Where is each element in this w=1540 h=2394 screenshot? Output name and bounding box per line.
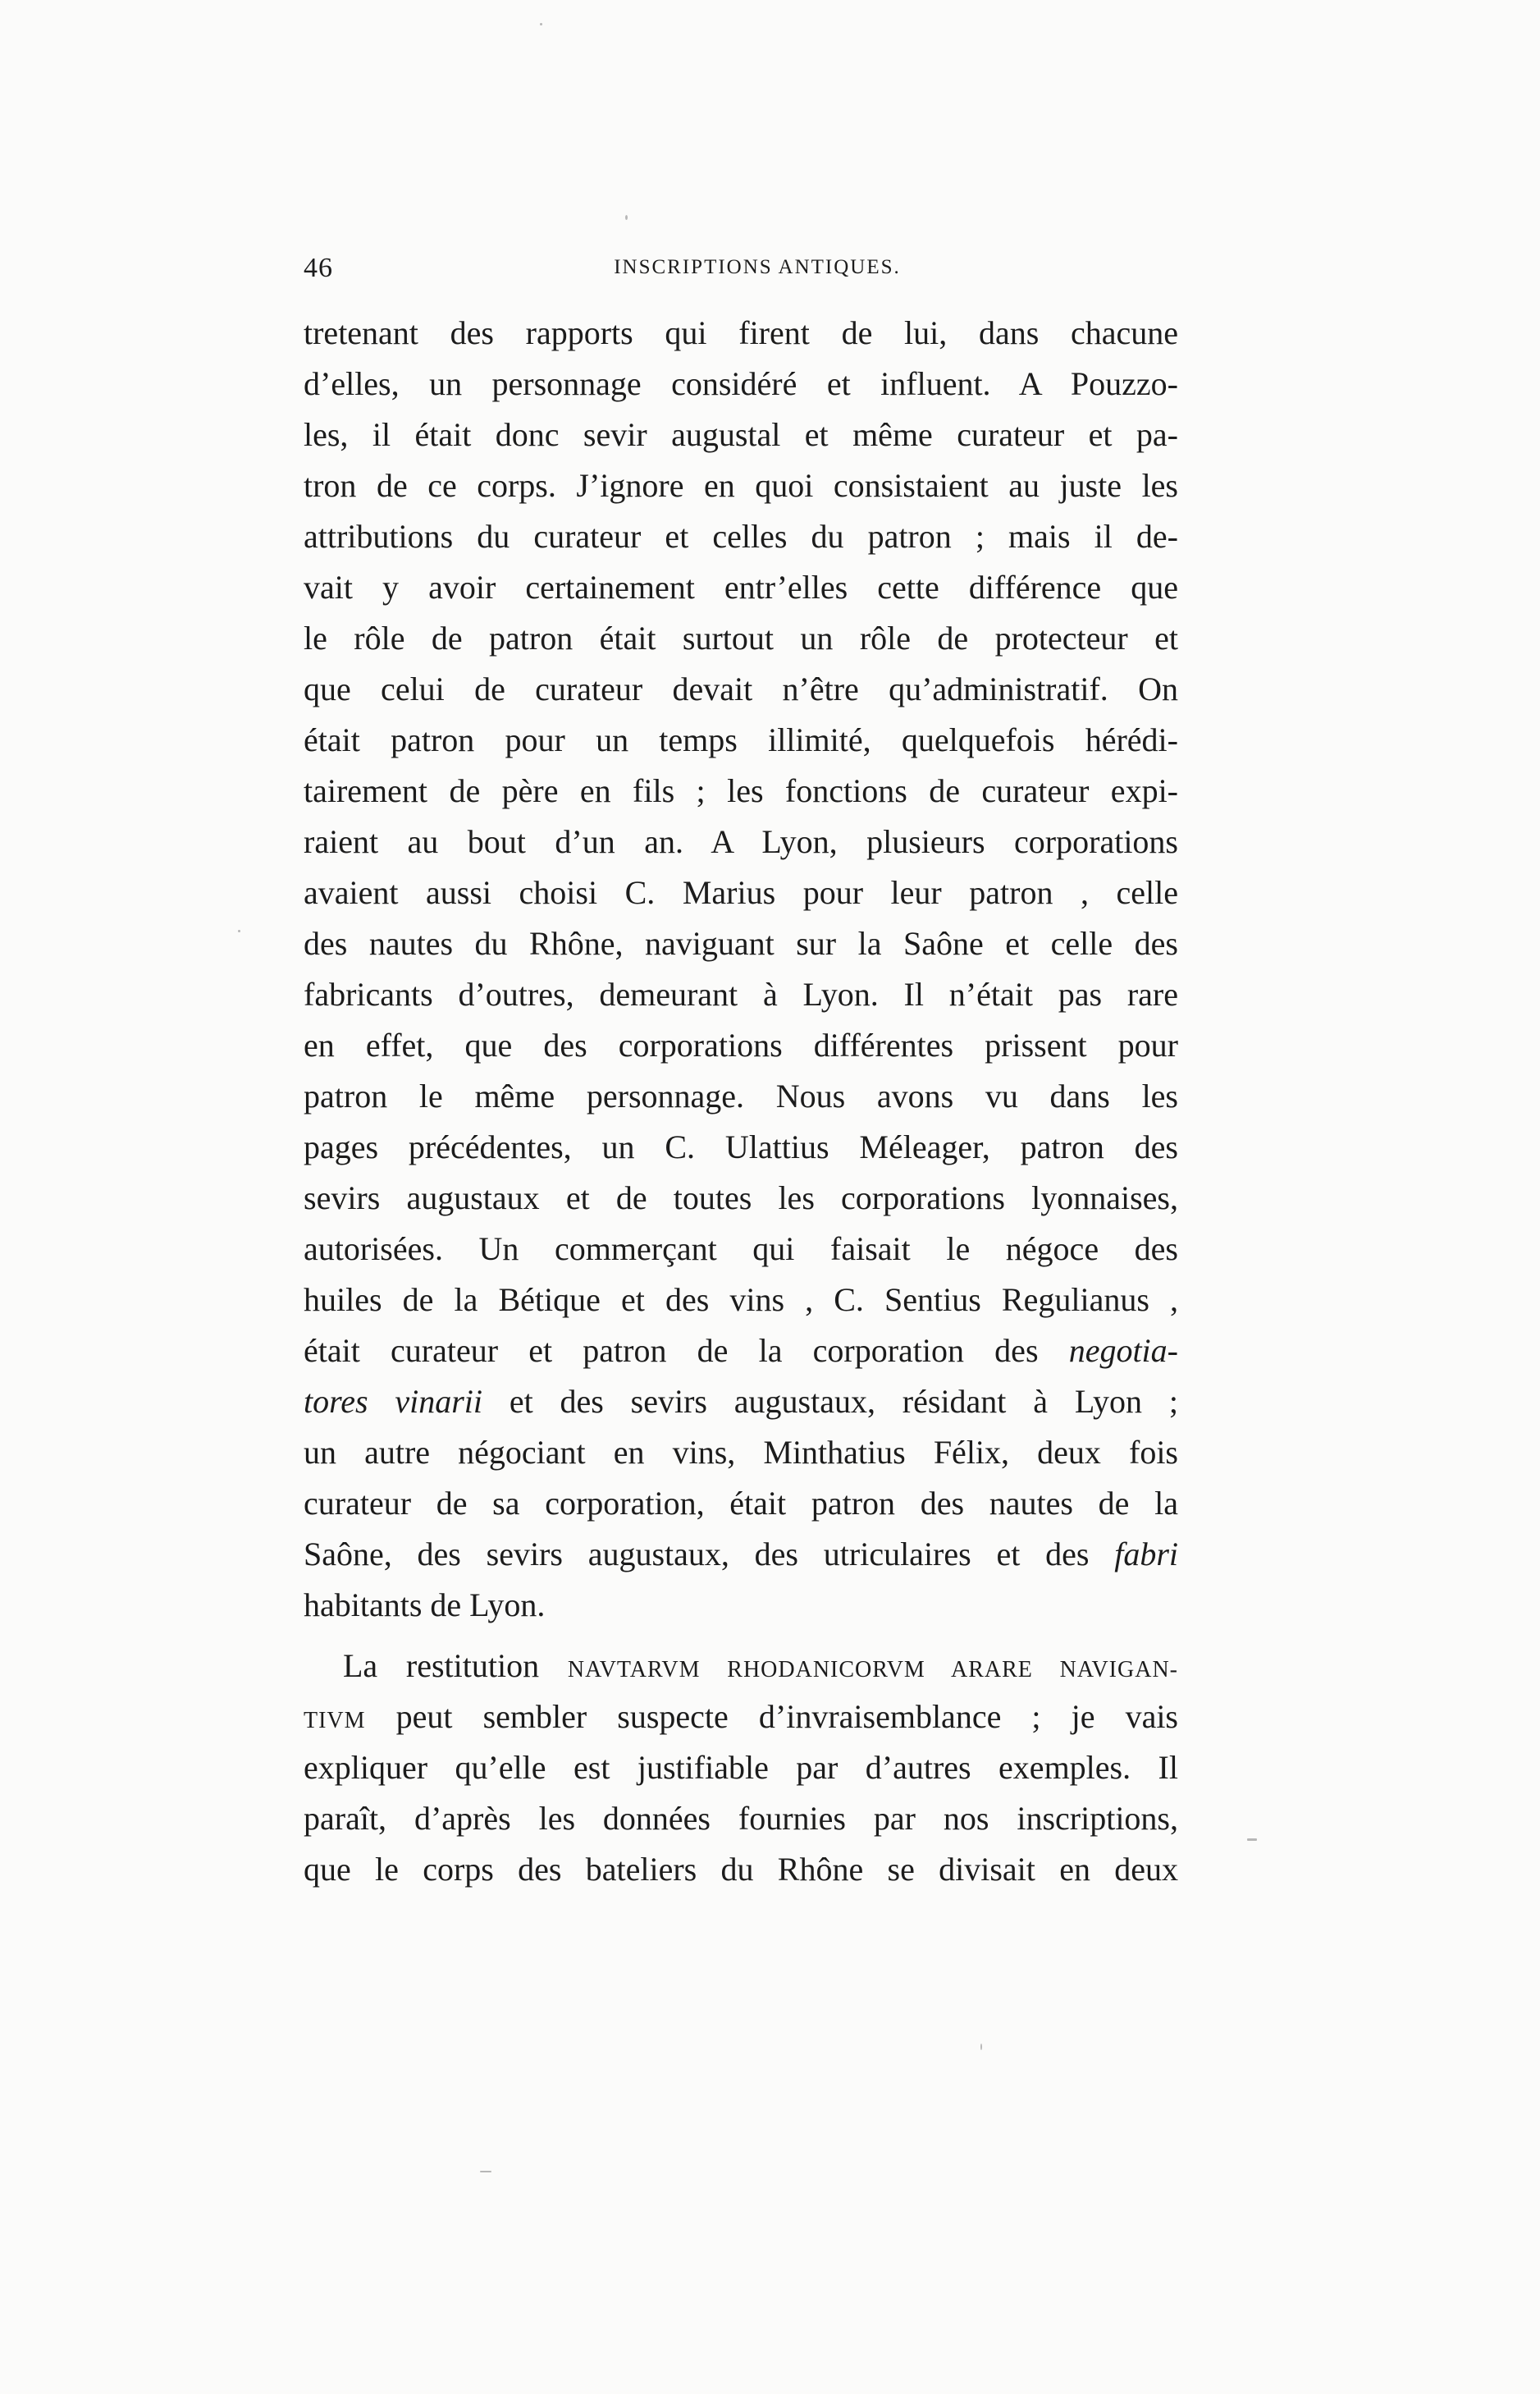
line-text: peut sembler suspecte d’invraisemblance ; je vais [365, 1698, 1178, 1735]
line-text: autorisées. Un commerçant qui faisait le négoce des [304, 1230, 1178, 1267]
line-text: La restitution [343, 1647, 568, 1684]
text-line [304, 1224, 1178, 1275]
text-line [304, 1580, 1178, 1631]
line-text: en effet, que des corporations différentes prissent pour [304, 1027, 1178, 1064]
running-title: INSCRIPTIONS ANTIQUES. [614, 256, 901, 278]
paper-speck [1247, 1838, 1257, 1841]
text-line [304, 511, 1178, 562]
text-line [304, 359, 1178, 410]
line-text: raient au bout d’un an. A Lyon, plusieurs corporations [304, 823, 1178, 860]
paper-speck [980, 2044, 982, 2050]
italic-term: negotia- [1068, 1332, 1178, 1369]
text-line [304, 308, 1178, 359]
text-line [304, 1122, 1178, 1173]
text-line [304, 1427, 1178, 1478]
line-text: huiles de la Bétique et des vins , C. Sentius Regulianus , [304, 1281, 1178, 1318]
line-text: expliquer qu’elle est justifiable par d’autres exemples. Il [304, 1749, 1178, 1786]
text-line [304, 867, 1178, 918]
text-line [304, 715, 1178, 766]
line-text: d’elles, un personnage considéré et influent. A Pouzzo- [304, 365, 1178, 402]
line-text: fabricants d’outres, demeurant à Lyon. Il n’était pas rare [304, 976, 1178, 1013]
page-number: 46 [304, 253, 333, 283]
text-line [304, 664, 1178, 715]
text-line [304, 1275, 1178, 1325]
paragraph-gap [304, 1631, 1178, 1641]
line-text: des nautes du Rhône, naviguant sur la Saône et celle des [304, 925, 1178, 962]
paper-speck [625, 215, 628, 220]
running-head [304, 253, 1178, 294]
line-text: vait y avoir certainement entr’elles cette différence que [304, 569, 1178, 606]
italic-term: fabri [1114, 1536, 1178, 1572]
inscription-text: TIVM [304, 1708, 366, 1733]
text-line [304, 1793, 1178, 1844]
line-text: tretenant des rapports qui firent de lui, dans chacune [304, 314, 1178, 351]
text-line [304, 1529, 1178, 1580]
line-text: patron le même personnage. Nous avons vu dans les [304, 1078, 1178, 1115]
line-text: que le corps des bateliers du Rhône se divisait en deux [304, 1851, 1178, 1888]
text-line [304, 1691, 1178, 1742]
text-line [304, 613, 1178, 664]
line-text: habitants de Lyon. [304, 1586, 546, 1623]
text-block [304, 308, 1178, 1895]
text-line [304, 1641, 1178, 1691]
text-line [304, 1844, 1178, 1895]
text-line [304, 817, 1178, 867]
line-text: les, il était donc sevir augustal et même curateur et pa- [304, 416, 1178, 453]
line-text: était curateur et patron de la corporation des [304, 1332, 1069, 1369]
text-line [304, 918, 1178, 969]
line-text: que celui de curateur devait n’être qu’administratif. On [304, 671, 1178, 707]
line-text: avaient aussi choisi C. Marius pour leur patron , celle [304, 874, 1178, 911]
text-line [304, 766, 1178, 817]
line-text: curateur de sa corporation, était patron des nautes de la [304, 1485, 1178, 1522]
text-line [304, 562, 1178, 613]
text-line [304, 1376, 1178, 1427]
text-line [304, 1742, 1178, 1793]
text-line [304, 969, 1178, 1020]
line-text: pages précédentes, un C. Ulattius Méleager, patron des [304, 1128, 1178, 1165]
line-text: paraît, d’après les données fournies par nos inscriptions, [304, 1800, 1178, 1837]
text-line [304, 1020, 1178, 1071]
text-line [304, 1478, 1178, 1529]
line-text: Saône, des sevirs augustaux, des utriculaires et des [304, 1536, 1115, 1572]
line-text: sevirs augustaux et de toutes les corporations lyonnaises, [304, 1179, 1178, 1216]
text-line [304, 1173, 1178, 1224]
line-text: et des sevirs augustaux, résidant à Lyon ; [482, 1383, 1178, 1420]
text-line [304, 1325, 1178, 1376]
text-line [304, 460, 1178, 511]
line-text: était patron pour un temps illimité, quelquefois hérédi- [304, 721, 1178, 758]
inscription-text: NAVTARVM RHODANICORVM ARARE NAVIGAN- [567, 1657, 1178, 1682]
paper-speck [238, 930, 240, 932]
line-text: tairement de père en fils ; les fonctions de curateur expi- [304, 772, 1178, 809]
italic-term: tores vinarii [304, 1383, 482, 1420]
line-text: le rôle de patron était surtout un rôle de protecteur et [304, 620, 1178, 657]
paper-speck [540, 23, 542, 25]
line-text: tron de ce corps. J’ignore en quoi consistaient au juste les [304, 467, 1178, 504]
text-line [304, 1071, 1178, 1122]
text-line [304, 410, 1178, 460]
paper-speck [480, 2171, 491, 2172]
line-text: attributions du curateur et celles du patron ; mais il de- [304, 518, 1178, 555]
line-text: un autre négociant en vins, Minthatius Félix, deux fois [304, 1434, 1178, 1471]
